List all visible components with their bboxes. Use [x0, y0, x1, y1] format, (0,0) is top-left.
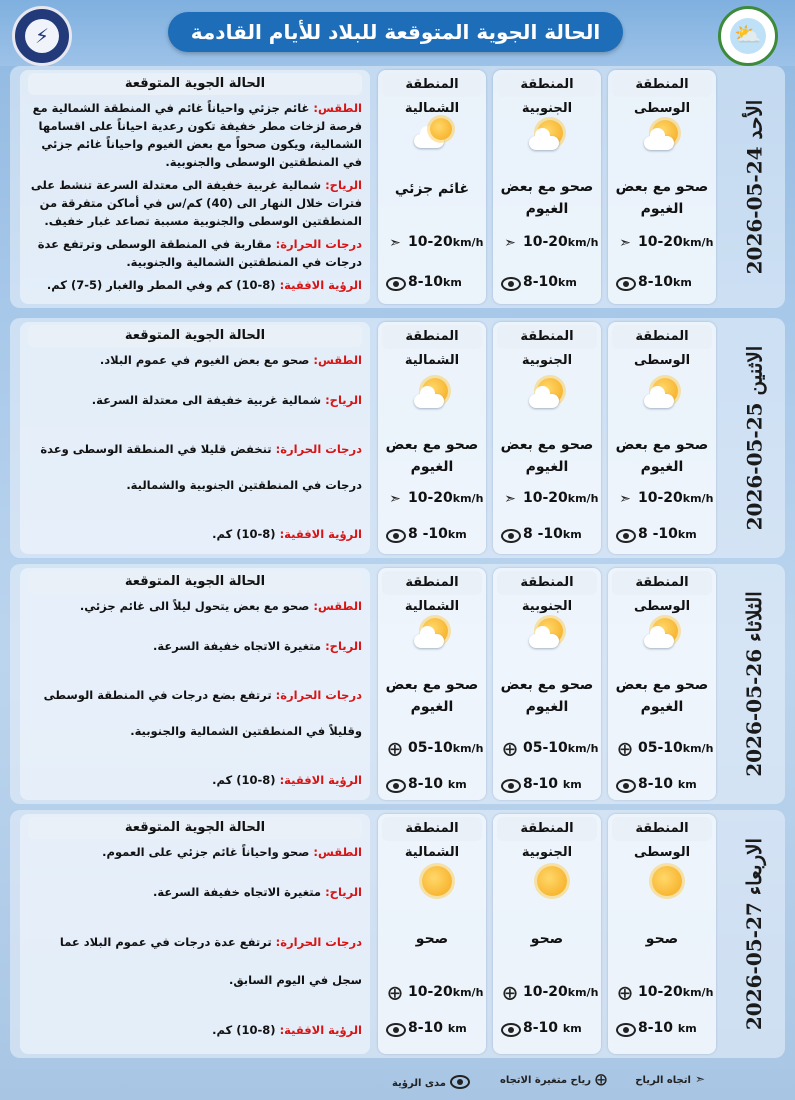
weather-paragraph [28, 843, 362, 861]
wind-arrow-icon: ➣ [619, 491, 631, 507]
wind-value: 10-20 [408, 984, 453, 1000]
wind-unit: km/h [452, 236, 484, 249]
region-name: المنطقة الوسطى [612, 325, 712, 349]
wind-paragraph [28, 176, 362, 230]
eye-icon [386, 274, 404, 292]
condition-text: صحو مع بعض الغيوم [385, 437, 479, 475]
wind-label: الرياح: [325, 885, 362, 899]
visibility-value: 8-10 [638, 1020, 674, 1036]
temp-label: درجات الحرارة: [275, 688, 362, 702]
region-name: المنطقة الشمالية [382, 73, 482, 97]
eye-icon [450, 1075, 470, 1089]
visibility-label: الرؤية الافقية: [279, 773, 362, 787]
wind-value: 05-10 [638, 740, 683, 756]
date-label [723, 318, 785, 558]
visibility-label: الرؤية الافقية: [279, 278, 362, 292]
visibility-row [493, 526, 601, 548]
lightning-icon: ⚡ [25, 19, 59, 53]
visibility-row [493, 776, 601, 798]
weather-label: الطقس: [313, 101, 362, 115]
visibility-unit: km [447, 1022, 467, 1035]
wind-arrow-icon: ➣ [694, 1072, 705, 1086]
visibility-paragraph [28, 525, 362, 543]
region-name: المنطقة الجنوبية [497, 73, 597, 97]
temp-text: ترتفع بضع درجات في المنطقة الوسطى وقليلاً في المنطقتين الشمالية والجنوبية. [43, 688, 362, 738]
region-card-south [493, 70, 601, 304]
visibility-value: 8-10 [408, 776, 444, 792]
wind-unit: km/h [452, 986, 484, 999]
wind-text: شمالية غربية خفيفة الى معتدلة السرعة. [91, 393, 322, 407]
wind-value: 10-20 [638, 490, 683, 506]
visibility-text: (8-10) كم. [212, 1023, 276, 1037]
date-text: 2026-05-25 الاثنين [742, 345, 767, 531]
organization-logo [12, 6, 72, 66]
temp-text: مقاربة في المنطقة الوسطى وترتفع عدة درجات في المنطقتين الشمالية والجنوبية. [37, 237, 362, 269]
sun-cloud-icon [529, 616, 573, 656]
visibility-row [493, 1020, 601, 1042]
region-card-central [608, 70, 716, 304]
weather-label: الطقس: [313, 599, 362, 613]
wind-unit: km/h [682, 742, 714, 755]
condition-text: صحو مع بعض الغيوم [500, 179, 594, 217]
visibility-value: 8-10 [408, 274, 444, 290]
visibility-value: 8-10 [638, 274, 674, 290]
region-name: المنطقة الشمالية [382, 325, 482, 349]
wind-value: 05-10 [523, 740, 568, 756]
region-card-north [378, 322, 486, 554]
wind-unit: km/h [682, 236, 714, 249]
weather-text: صحو مع بعض يتحول ليلاً الى غائم جزئي. [79, 599, 310, 613]
sun-cloud-icon [529, 376, 573, 416]
visibility-value: 8-10 [523, 1020, 559, 1036]
weather-paragraph [28, 99, 362, 171]
eye-icon [386, 776, 404, 794]
legend-label: رياح متغيرة الاتجاه [499, 1075, 591, 1086]
wind-arrow-icon: ➣ [619, 235, 631, 251]
condition-text: صحو مع بعض الغيوم [615, 179, 709, 217]
eye-icon [616, 274, 634, 292]
weather-label: الطقس: [313, 845, 362, 859]
region-name: المنطقة الشمالية [382, 571, 482, 595]
forecast-text-box [20, 568, 370, 800]
visibility-unit: km [677, 528, 697, 541]
temp-paragraph [28, 235, 362, 271]
wind-unit: km/h [452, 492, 484, 505]
variable-wind-icon: ⨁ [618, 985, 632, 1001]
weather-text: صحو مع بعض الغيوم في عموم البلاد. [99, 353, 310, 367]
visibility-paragraph [28, 276, 362, 294]
sun-cloud-icon [644, 118, 688, 158]
sun-cloud-icon [529, 118, 573, 158]
condition-text: صحو مع بعض الغيوم [500, 677, 594, 715]
visibility-row [378, 1020, 486, 1042]
page-title: الحالة الجوية المتوقعة للبلاد للأيام القادمة [168, 12, 623, 52]
variable-wind-icon: ⨁ [618, 741, 632, 757]
meteorology-logo [718, 6, 778, 66]
temp-label: درجات الحرارة: [275, 442, 362, 456]
variable-wind-icon: ⨁ [503, 985, 517, 1001]
wind-unit: km/h [567, 492, 599, 505]
visibility-unit: km [447, 778, 467, 791]
wind-row [493, 234, 601, 256]
region-card-south [493, 322, 601, 554]
region-name: المنطقة الجنوبية [497, 325, 597, 349]
wind-value: 10-20 [408, 234, 453, 250]
eye-icon [386, 526, 404, 544]
visibility-unit: km [677, 778, 697, 791]
region-card-north [378, 70, 486, 304]
condition-text: صحو [415, 931, 449, 947]
eye-icon [501, 274, 519, 292]
eye-icon [501, 776, 519, 794]
temp-paragraph [28, 677, 362, 749]
sun-cloud-icon [414, 376, 458, 416]
wind-row [493, 490, 601, 512]
wind-value: 10-20 [523, 984, 568, 1000]
eye-icon [616, 776, 634, 794]
wind-row [608, 234, 716, 256]
forecast-heading: الحالة الجوية المتوقعة [28, 817, 362, 839]
weather-text: غائم جزئي واحياناً غائم في المنطقة الشمالية مع فرصة لزخات مطر خفيفة تكون رعدية احياناً على اقسامها الشمالية، ويكون صحواً مع بعض الغيوم واحياناً غائم جزئي في المنطقتين الوسطى والجنوبية. [32, 101, 362, 169]
region-card-central [608, 814, 716, 1054]
variable-wind-icon: ⨁ [503, 741, 517, 757]
wind-value: 10-20 [408, 490, 453, 506]
visibility-paragraph [28, 1021, 362, 1039]
wind-row [378, 740, 486, 762]
sun-cloud-icon [644, 376, 688, 416]
variable-wind-icon: ⨁ [595, 1072, 607, 1086]
eye-icon [386, 1020, 404, 1038]
date-text: 2026-05-26 الثلاثاء [742, 591, 766, 777]
visibility-value: 8 -10 [638, 526, 678, 542]
day-panel [10, 318, 785, 558]
day-panel [10, 810, 785, 1058]
region-card-north [378, 568, 486, 800]
weather-paragraph [28, 597, 362, 615]
wind-row [608, 984, 716, 1006]
visibility-label: الرؤية الافقية: [279, 527, 362, 541]
wind-text: متغيرة الاتجاه خفيفة السرعة. [153, 885, 322, 899]
wind-value: 10-20 [523, 234, 568, 250]
wind-row [608, 740, 716, 762]
temp-label: درجات الحرارة: [275, 935, 362, 949]
temp-paragraph [28, 431, 362, 503]
legend-wind-direction [635, 1072, 705, 1086]
sun-icon [529, 862, 573, 902]
region-name: المنطقة الشمالية [382, 817, 482, 841]
wind-arrow-icon: ➣ [504, 491, 516, 507]
visibility-unit: km [558, 276, 577, 289]
visibility-value: 8-10 [523, 776, 559, 792]
wind-unit: km/h [452, 742, 484, 755]
wind-paragraph [28, 391, 362, 409]
visibility-unit: km [562, 778, 582, 791]
region-card-south [493, 814, 601, 1054]
region-card-central [608, 322, 716, 554]
visibility-text: (8-10) كم وفي المطر والغبار (5-7) كم. [46, 278, 276, 292]
visibility-unit: km [677, 1022, 697, 1035]
visibility-row [378, 526, 486, 548]
condition-text: صحو مع بعض الغيوم [615, 677, 709, 715]
forecast-heading: الحالة الجوية المتوقعة [28, 325, 362, 347]
condition-text: صحو مع بعض الغيوم [385, 677, 479, 715]
legend-variable-wind [500, 1072, 607, 1086]
date-text: 2026-05-24 الأحد [742, 99, 767, 275]
eye-icon [616, 1020, 634, 1038]
wind-label: الرياح: [325, 178, 362, 192]
sun-icon [414, 862, 458, 902]
wind-text: شمالية غربية خفيفة الى معتدلة السرعة تنشط على فترات خلال النهار الى (40) كم/س في أماكن متفرقة من المنطقتين الوسطى والجنوبية مسببة تصاعد غبار خفيف. [30, 178, 362, 228]
wind-row [378, 984, 486, 1006]
forecast-heading: الحالة الجوية المتوقعة [28, 73, 362, 95]
eye-icon [501, 526, 519, 544]
forecast-heading: الحالة الجوية المتوقعة [28, 571, 362, 593]
condition-text: غائم جزئي [394, 181, 470, 197]
weather-paragraph [28, 351, 362, 369]
visibility-value: 8 -10 [523, 526, 563, 542]
wind-arrow-icon: ➣ [504, 235, 516, 251]
region-card-south [493, 568, 601, 800]
temp-paragraph [28, 923, 362, 999]
condition-text: صحو [645, 931, 679, 947]
variable-wind-icon: ⨁ [388, 985, 402, 1001]
sun-cloud-logo-icon: ⛅ [730, 18, 766, 54]
legend [0, 1068, 795, 1094]
sun-cloud-icon [644, 616, 688, 656]
legend-label: اتجاه الرياح [635, 1075, 691, 1086]
temp-label: درجات الحرارة: [275, 237, 362, 251]
visibility-row [378, 776, 486, 798]
visibility-unit: km [447, 528, 467, 541]
visibility-row [378, 274, 486, 296]
visibility-label: الرؤية الافقية: [279, 1023, 362, 1037]
wind-arrow-icon: ➣ [389, 235, 401, 251]
condition-text: صحو مع بعض الغيوم [500, 437, 594, 475]
forecast-text-box [20, 322, 370, 554]
date-label [723, 810, 785, 1058]
visibility-row [608, 274, 716, 296]
visibility-unit: km [562, 528, 582, 541]
visibility-unit: km [443, 276, 462, 289]
wind-row [378, 490, 486, 512]
temp-text: تنخفض قليلا في المنطقة الوسطى وعدة درجات في المنطقتين الجنوبية والشمالية. [40, 442, 362, 492]
sun-cloud-icon [414, 616, 458, 656]
visibility-value: 8-10 [523, 274, 559, 290]
region-name: المنطقة الوسطى [612, 571, 712, 595]
visibility-text: (8-10) كم. [212, 527, 276, 541]
wind-value: 10-20 [638, 984, 683, 1000]
wind-paragraph [28, 637, 362, 655]
region-name: المنطقة الجنوبية [497, 571, 597, 595]
date-label [723, 564, 785, 804]
visibility-row [493, 274, 601, 296]
region-name: المنطقة الجنوبية [497, 817, 597, 841]
region-name: المنطقة الوسطى [612, 73, 712, 97]
wind-unit: km/h [682, 986, 714, 999]
legend-label: مدى الرؤية [391, 1078, 446, 1089]
wind-value: 10-20 [523, 490, 568, 506]
weather-text: صحو واحياناً غائم جزئي على العموم. [102, 845, 310, 859]
visibility-value: 8-10 [408, 1020, 444, 1036]
day-panel [10, 66, 785, 308]
header-bar [0, 0, 795, 66]
wind-unit: km/h [682, 492, 714, 505]
wind-text: متغيرة الاتجاه خفيفة السرعة. [153, 639, 322, 653]
visibility-paragraph [28, 771, 362, 789]
forecast-text-box [20, 814, 370, 1054]
wind-unit: km/h [567, 742, 599, 755]
region-card-central [608, 568, 716, 800]
date-label [723, 66, 785, 308]
variable-wind-icon: ⨁ [388, 741, 402, 757]
wind-unit: km/h [567, 236, 599, 249]
region-card-north [378, 814, 486, 1054]
forecast-text-box [20, 70, 370, 304]
wind-value: 05-10 [408, 740, 453, 756]
visibility-row [608, 776, 716, 798]
wind-arrow-icon: ➣ [389, 491, 401, 507]
visibility-row [608, 1020, 716, 1042]
visibility-unit: km [673, 276, 692, 289]
wind-label: الرياح: [325, 393, 362, 407]
wind-label: الرياح: [325, 639, 362, 653]
region-name: المنطقة الوسطى [612, 817, 712, 841]
visibility-value: 8-10 [638, 776, 674, 792]
wind-row [608, 490, 716, 512]
wind-row [378, 234, 486, 256]
wind-row [493, 984, 601, 1006]
partly-cloudy-icon [414, 118, 458, 158]
wind-row [493, 740, 601, 762]
weather-label: الطقس: [313, 353, 362, 367]
condition-text: صحو [530, 931, 564, 947]
sun-icon [644, 862, 688, 902]
wind-unit: km/h [567, 986, 599, 999]
temp-text: ترتفع عدة درجات في عموم البلاد عما سجل في اليوم السابق. [59, 935, 362, 987]
eye-icon [616, 526, 634, 544]
visibility-text: (8-10) كم. [212, 773, 276, 787]
eye-icon [501, 1020, 519, 1038]
condition-text: صحو مع بعض الغيوم [615, 437, 709, 475]
visibility-unit: km [562, 1022, 582, 1035]
wind-paragraph [28, 883, 362, 901]
visibility-row [608, 526, 716, 548]
visibility-value: 8 -10 [408, 526, 448, 542]
day-panel [10, 564, 785, 804]
date-text: 2026-05-27 الاربعاء [742, 837, 766, 1031]
legend-visibility [392, 1072, 470, 1089]
wind-value: 10-20 [638, 234, 683, 250]
